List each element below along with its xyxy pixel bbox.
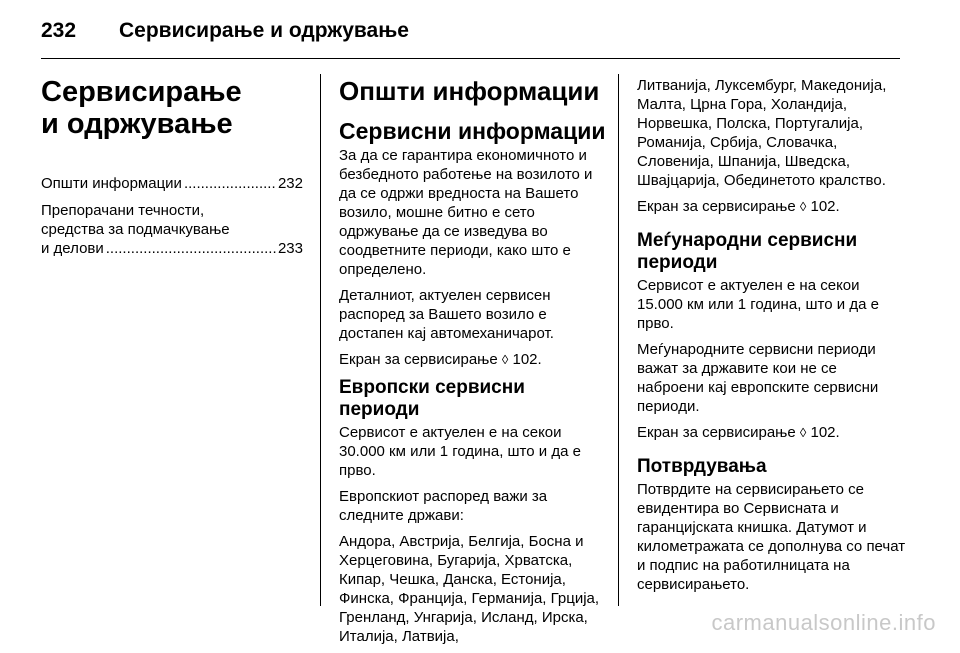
paragraph: Деталниот, актуелен сервисен распоред за Вашето возило е достапен кај автомеханичарот. [339,287,554,342]
chapter-toc [41,70,303,266]
cross-reference[interactable] [339,350,607,369]
toc-entry-page: 232 [277,175,303,192]
toc-entry-general[interactable] [41,174,303,193]
header-rule [41,58,900,59]
reference-page: 102. [810,424,840,441]
toc-entry-label: Општи информации [41,175,182,192]
cross-reference[interactable] [637,197,907,216]
toc-leader-dots [106,239,276,258]
toc-entry-page: 233 [277,240,303,257]
paragraph: Меѓународните сервисни периоди важат за државите кои не се наброени кај европските сервисни периоди. [637,341,879,415]
page-reference-icon: ◊ [799,199,807,214]
running-title: Сервисирање и одржување [119,19,409,42]
reference-text: Екран за сервисирање [339,351,498,368]
column-divider-2 [618,74,619,606]
cross-reference[interactable] [637,423,907,442]
chapter-title [41,76,303,140]
section-title: Општи информации [339,76,600,106]
chapter-title-line-1: Сервисирање [41,76,242,108]
heading-international-intervals: Меѓународни сервисни периоди [637,230,858,273]
column-divider-1 [320,74,321,606]
reference-text: Екран за сервисирање [637,424,796,441]
paragraph: Европскиот распоред важи за следните држави: [339,488,548,524]
page-header [41,14,409,48]
content-column-2 [339,70,607,653]
chapter-title-line-2: и одржување [41,108,233,140]
paragraph: Андора, Австрија, Белгија, Босна и Херцеговина, Бугарија, Хрватска, Кипар, Чешка, Данска, Естонија, Финска, Франција, Германија, Грција, Гренланд, Унгарија, Исланд, Ирска, Италија, Латвија, [339,533,600,645]
page-reference-icon: ◊ [501,352,509,367]
content-column-3 [637,76,907,601]
paragraph: Литванија, Луксембург, Македонија, Малта, Црна Гора, Холандија, Норвешка, Полска, Португалија, Романија, Србија, Словачка, Словенија, Шпанија, Шведска, Швајцарија, Обединетото кралство. [637,77,887,189]
reference-page: 102. [810,198,840,215]
toc-entry-line: Препорачани течности, [41,202,205,219]
paragraph: За да се гарантира економичното и безбедното работење на возилото и да се одржи вредноста на Вашето возило, мошне битно е сето одржување да се изведува во соодветните периоди, како што е определено. [339,147,593,278]
toc-line [41,239,303,258]
page-number: 232 [41,19,77,42]
page-reference-icon: ◊ [799,425,807,440]
toc-line [41,174,303,193]
reference-page: 102. [512,351,542,368]
toc-leader-dots [184,174,276,193]
toc-entry-label: и делови [41,240,104,257]
watermark: carmanualsonline.info [711,610,936,635]
reference-text: Екран за сервисирање [637,198,796,215]
paragraph: Потврдите на сервисирањето се евидентира во Сервисната и гаранцијската книшка. Датумот и километражата се дополнува со печат и подпис на работилницата на сервисирањето. [637,481,906,593]
toc-entry-fluids[interactable] [41,201,303,258]
toc-entry-line: средства за подмачкување [41,221,230,238]
paragraph: Сервисот е актуелен е на секои 15.000 км или 1 година, што и да е прво. [637,277,879,332]
paragraph: Сервисот е актуелен е на секои 30.000 км или 1 година, што и да е прво. [339,424,581,479]
heading-confirmations: Потврдувања [637,456,767,477]
heading-service-info: Сервисни информации [339,118,606,144]
heading-european-intervals: Европски сервисни периоди [339,377,525,420]
